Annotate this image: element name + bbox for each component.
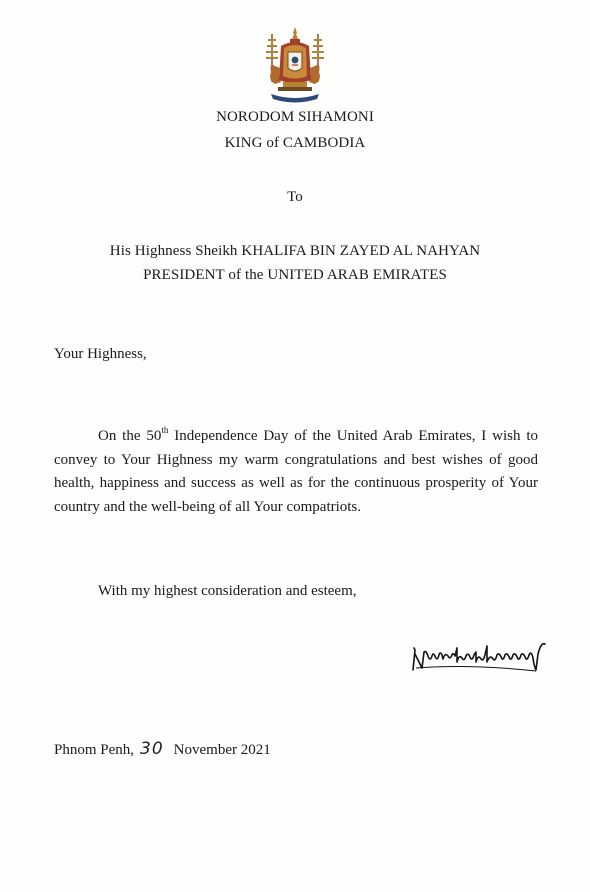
sender-title: KING of CAMBODIA <box>224 135 366 151</box>
salutation: Your Highness, <box>54 346 147 362</box>
addressee-title: PRESIDENT of the UNITED ARAB EMIRATES <box>143 267 447 283</box>
date-day-handwritten: 30 <box>140 739 164 759</box>
handwritten-signature-icon <box>410 640 555 674</box>
addressee-name: His Highness Sheikh KHALIFA BIN ZAYED AL NAHYAN <box>109 243 481 259</box>
to-label: To <box>287 189 303 205</box>
royal-coat-of-arms-icon <box>263 26 327 104</box>
closing-line: With my highest consideration and esteem, <box>98 583 357 599</box>
date-month-year: November 2021 <box>173 742 271 758</box>
date-line <box>54 739 271 759</box>
ordinal-suffix: th <box>161 425 169 435</box>
sender-name: NORODOM SIHAMONI <box>216 109 374 125</box>
letter-body <box>54 425 538 519</box>
date-place: Phnom Penh, <box>54 742 135 758</box>
body-text-rest: Independence Day of the United Arab Emirates, I wish to convey to Your Highness my warm congratulations and best wishes of good health, happiness and success as well as for the continuous prosperity of Your country and the well-being of all Your compatriots. <box>54 428 538 515</box>
body-text-start: On the 50 <box>98 428 162 444</box>
